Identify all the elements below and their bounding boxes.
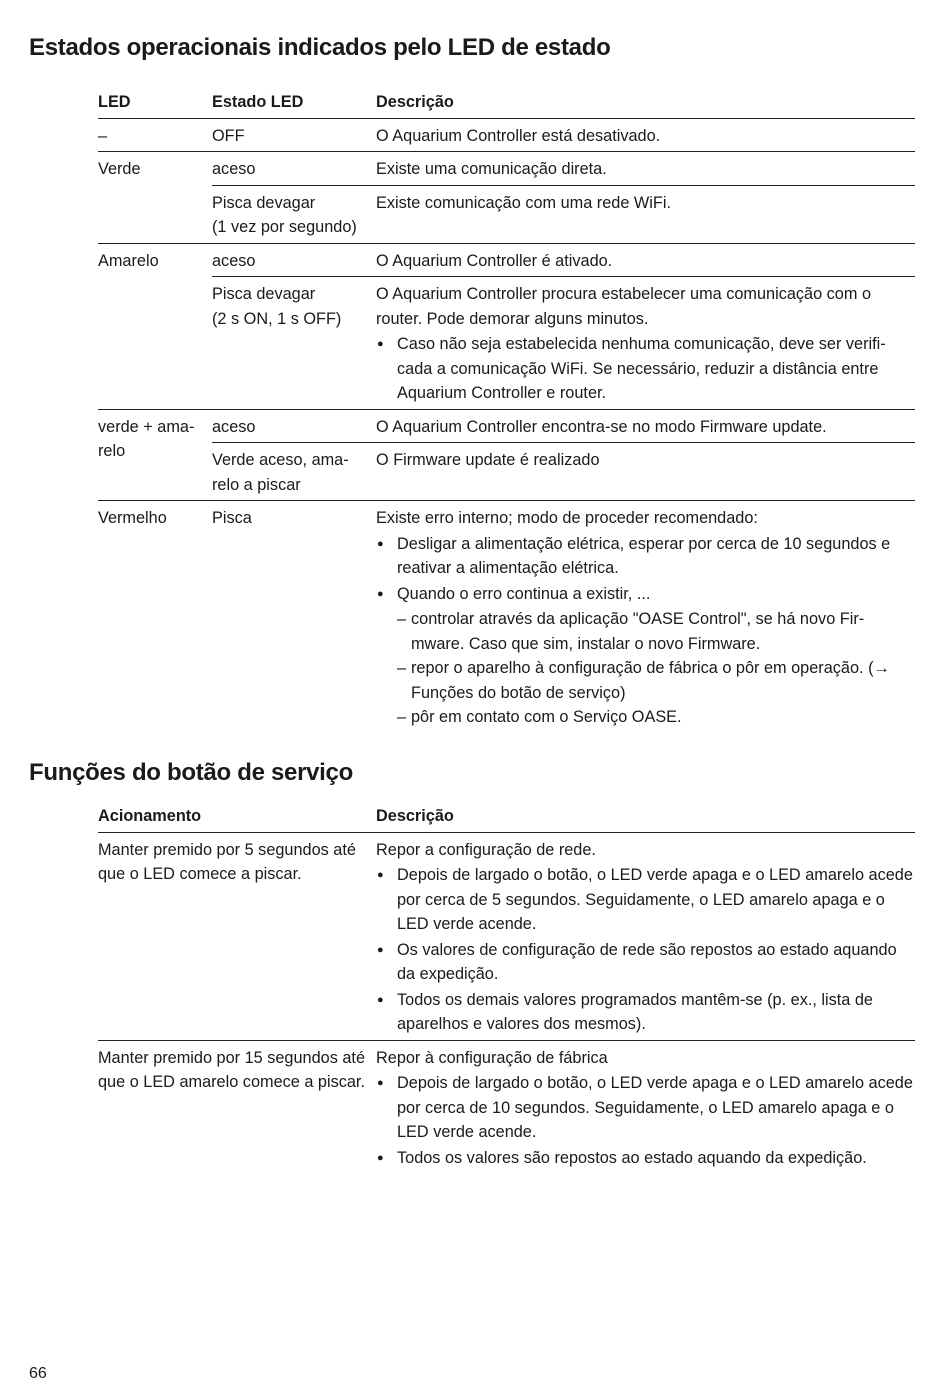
header-action: Acionamento xyxy=(98,802,376,832)
bullet-list xyxy=(376,332,915,406)
description-text: O Aquarium Controller procura estabelecer uma comunicação com o router. Pode demorar alguns minutos. xyxy=(376,285,872,328)
led-cell: Amarelo xyxy=(98,243,212,409)
section-title-led-states: Estados operacionais indicados pelo LED de estado xyxy=(29,34,611,61)
table-row xyxy=(98,152,915,186)
table-row xyxy=(98,118,915,152)
description-text: Repor à configuração de fábrica xyxy=(376,1048,608,1067)
description-cell: O Aquarium Controller está desativado. xyxy=(376,126,661,145)
action-cell: Manter premido por 5 segundos até que o LED comece a piscar. xyxy=(98,840,356,883)
bullet-item: ● Depois de largado o botão, o LED verde apaga e o LED amarelo acede por cerca de 5 segundos. Seguidamente, o LED amarelo apaga e o LED verde acende. xyxy=(376,863,915,937)
table-row xyxy=(98,409,915,443)
description-text: Repor a configuração de rede. xyxy=(376,840,596,859)
state-cell: Verde aceso, ama-relo a piscar xyxy=(212,443,376,501)
description-cell xyxy=(376,501,915,733)
bullet-item: ● Os valores de configuração de rede são repostos ao estado aquando da expedição. xyxy=(376,938,915,987)
header-description: Descrição xyxy=(376,802,915,832)
page-number: 66 xyxy=(29,1365,47,1382)
header-led: LED xyxy=(98,88,212,118)
bullet-item: ● Depois de largado o botão, o LED verde apaga e o LED amarelo acede por cerca de 10 segundos. Seguidamente, o LED amarelo apaga e o LED verde acende. xyxy=(376,1071,915,1145)
description-text: Existe erro interno; modo de proceder recomendado: xyxy=(376,509,758,527)
led-cell: Vermelho xyxy=(98,501,212,733)
state-cell: Pisca devagar (1 vez por segundo) xyxy=(212,185,376,243)
bullet-item: ● Todos os valores são repostos ao estado aquando da expedição. xyxy=(376,1146,915,1171)
bullet-item: ● Desligar a alimentação elétrica, esperar por cerca de 10 segundos e reativar a alimentação elétrica. xyxy=(376,532,915,581)
description-cell: Existe uma comunicação direta. xyxy=(376,152,915,186)
state-cell: aceso xyxy=(212,409,376,443)
dash-item: – repor o aparelho à configuração de fábrica o pôr em operação. (→ Funções do botão de serviço) xyxy=(397,656,915,705)
dash-item: – controlar através da aplicação "OASE Control", se há novo Fir-mware. Caso que sim, instalar o novo Firmware. xyxy=(397,607,915,656)
led-state-table xyxy=(98,88,915,733)
table-row xyxy=(98,277,915,410)
bullet-list xyxy=(376,532,915,730)
table-row xyxy=(98,443,915,501)
table-row xyxy=(98,832,915,1040)
description-cell: Existe comunicação com uma rede WiFi. xyxy=(376,185,915,243)
description-cell: O Firmware update é realizado xyxy=(376,443,915,501)
led-cell: Verde xyxy=(98,152,212,244)
bullet-text: Quando o erro continua a existir, ... xyxy=(397,584,651,603)
state-cell: aceso xyxy=(212,243,376,277)
state-cell: Pisca xyxy=(212,501,376,733)
bullet-item: ● Caso não seja estabelecida nenhuma comunicação, deve ser verifi-cada a comunicação WiFi. Se necessário, reduzir a distância entre Aquarium Controller e router. xyxy=(376,332,915,406)
table-header-row xyxy=(98,88,915,118)
description-cell xyxy=(376,277,915,410)
header-led-state: Estado LED xyxy=(212,88,376,118)
description-cell xyxy=(376,1040,915,1173)
table-row xyxy=(98,1040,915,1173)
state-cell: aceso xyxy=(212,152,376,186)
description-cell: O Aquarium Controller encontra-se no modo Firmware update. xyxy=(376,409,915,443)
header-description: Descrição xyxy=(376,88,915,118)
dash-list xyxy=(397,607,915,730)
table-header-row xyxy=(98,802,915,832)
led-cell: verde + ama-relo xyxy=(98,409,212,501)
table-row xyxy=(98,501,915,733)
description-cell xyxy=(376,832,915,1040)
bullet-item xyxy=(376,582,915,730)
table-row xyxy=(98,243,915,277)
section-title-service-button: Funções do botão de serviço xyxy=(29,759,353,786)
action-cell: Manter premido por 15 segundos até que o LED amarelo comece a piscar. xyxy=(98,1040,376,1173)
dash-item: – pôr em contato com o Serviço OASE. xyxy=(397,705,915,730)
table-row xyxy=(98,185,915,243)
state-cell: Pisca devagar (2 s ON, 1 s OFF) xyxy=(212,277,376,410)
description-cell: O Aquarium Controller é ativado. xyxy=(376,243,915,277)
bullet-item: ● Todos os demais valores programados mantêm-se (p. ex., lista de aparelhos e valores dos mesmos). xyxy=(376,988,915,1037)
bullet-list xyxy=(376,863,915,1037)
service-button-table xyxy=(98,802,915,1173)
state-cell: OFF xyxy=(212,126,245,145)
bullet-list xyxy=(376,1071,915,1170)
led-cell: – xyxy=(98,126,108,145)
